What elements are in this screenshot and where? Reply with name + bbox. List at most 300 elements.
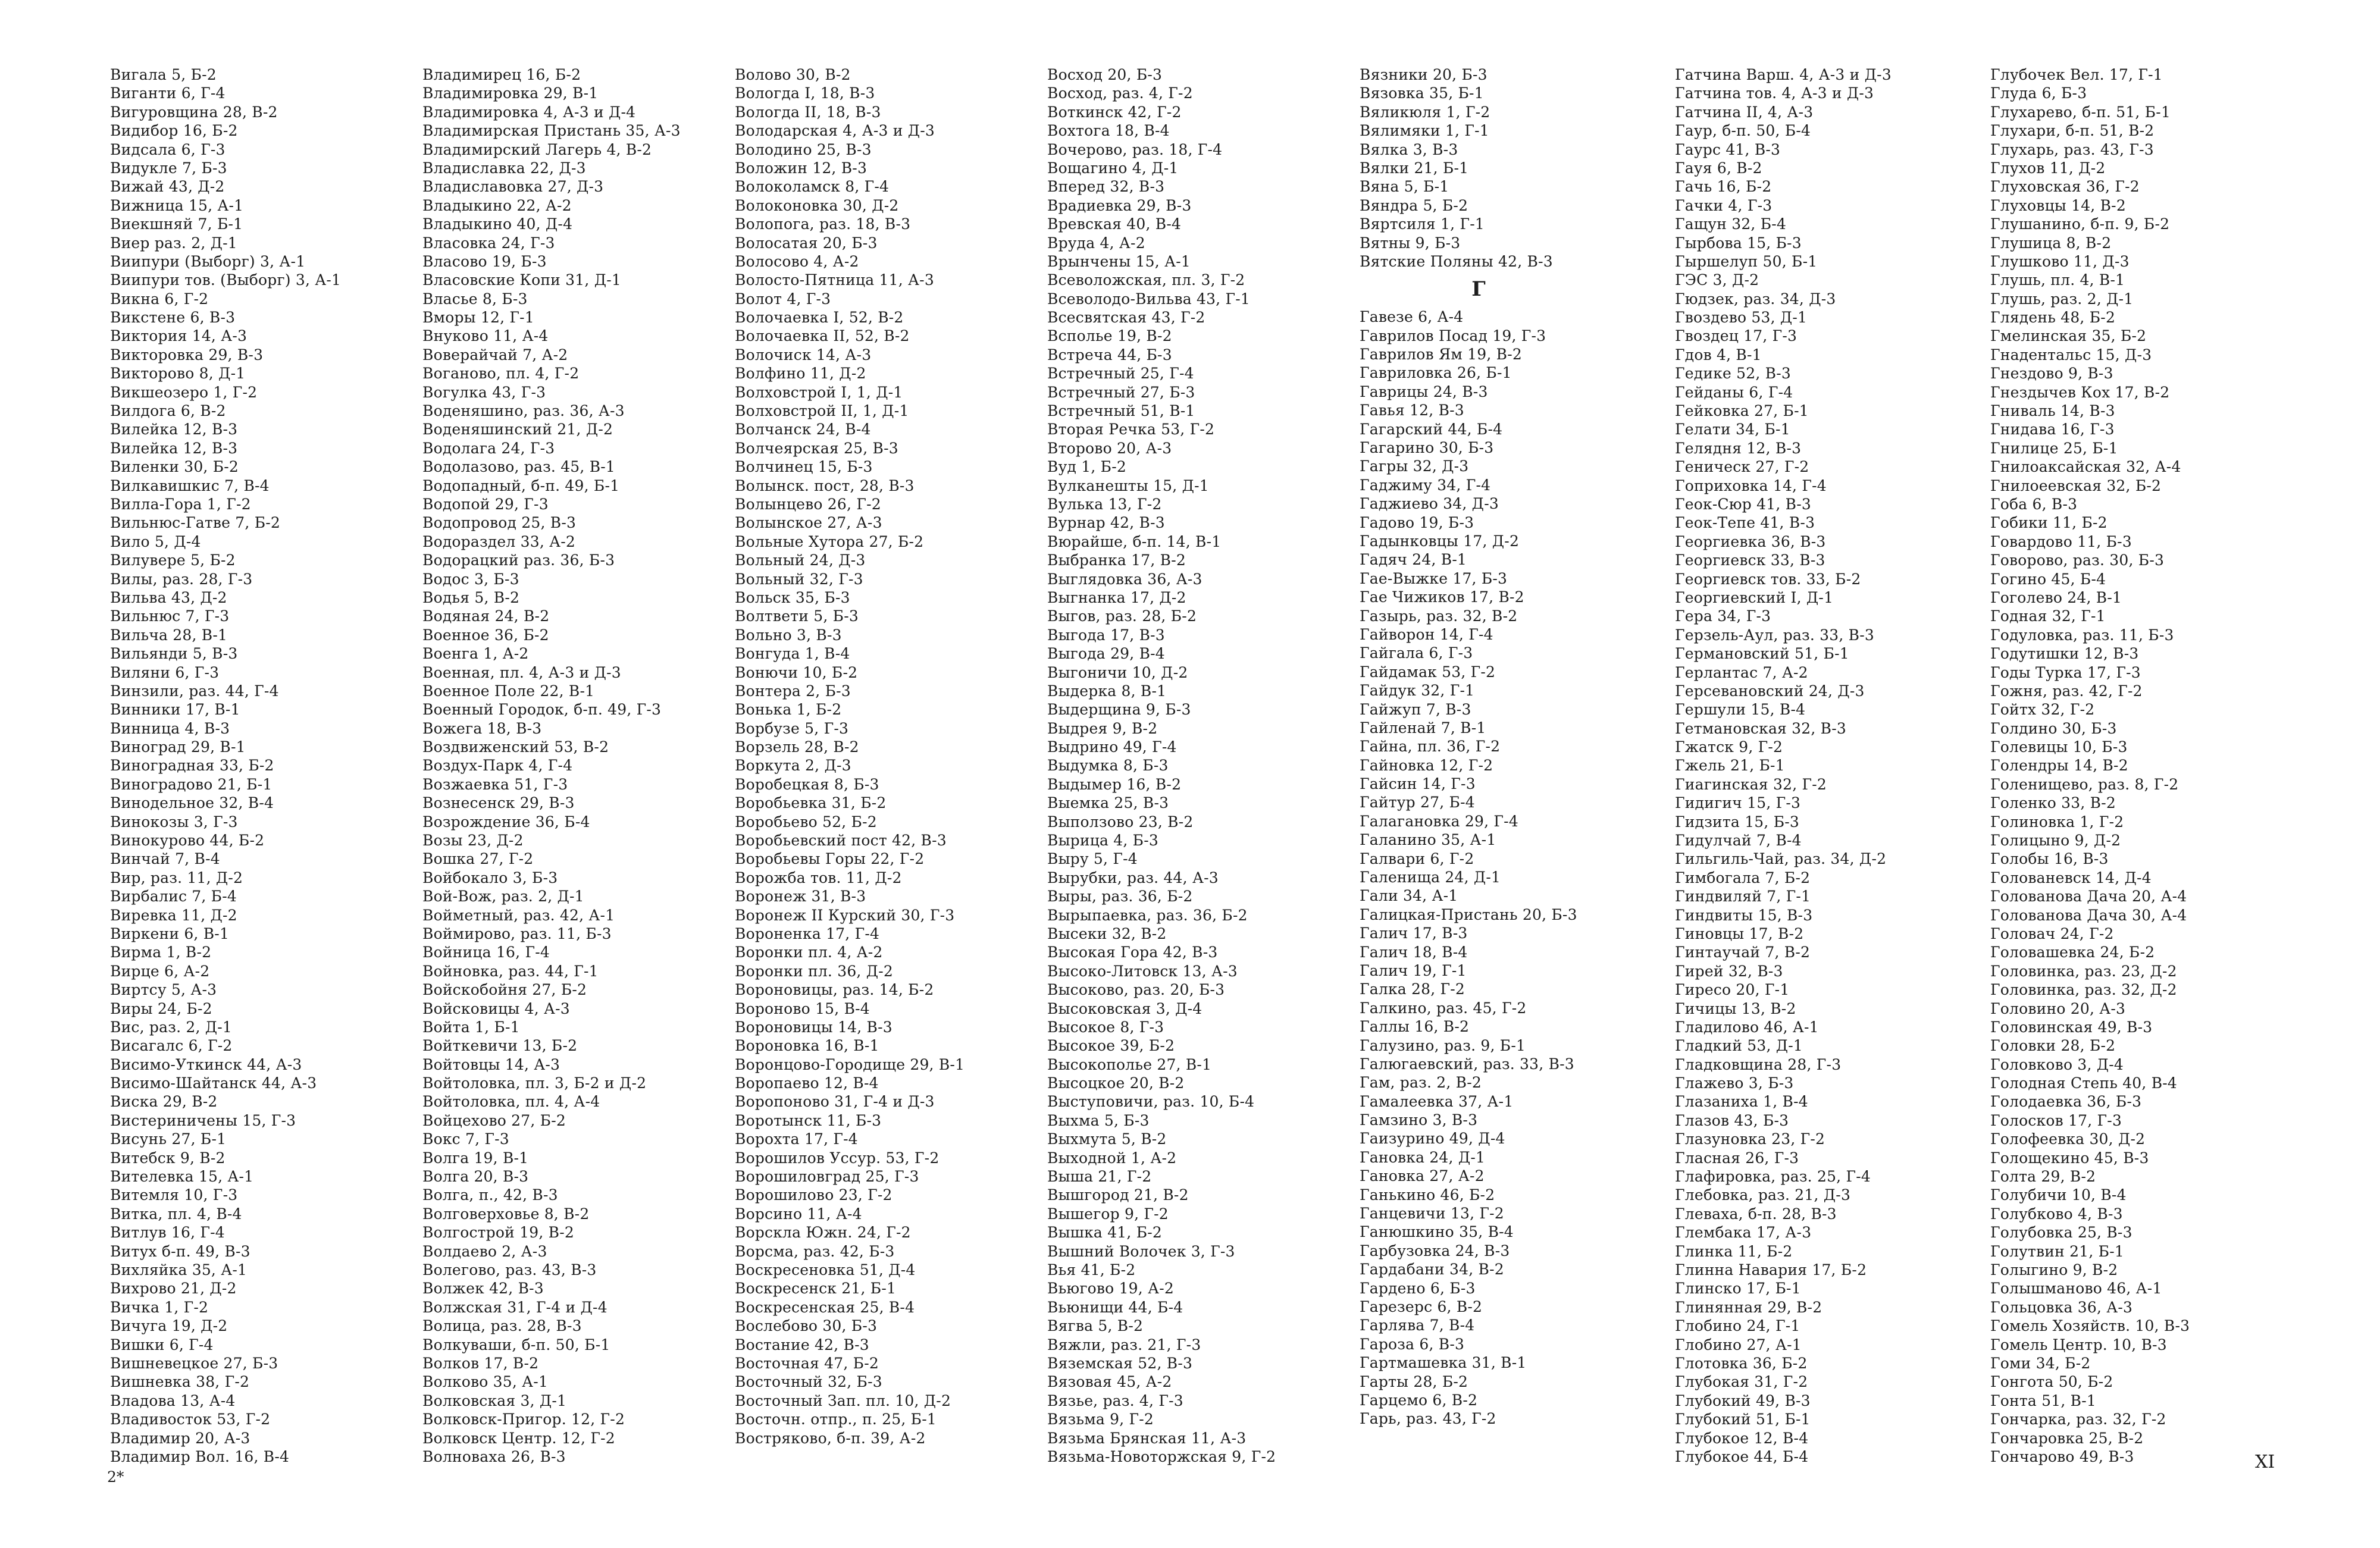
- index-entry: Геническ 27, Г-2: [1675, 458, 1809, 476]
- index-entry: Годы Турка 17, Г-3: [1990, 663, 2141, 681]
- index-entry: Глобино 27, А-1: [1675, 1336, 1802, 1353]
- index-entry: Встречный 27, Б-3: [1047, 383, 1195, 401]
- index-entry: Гаур, б-п. 50, Б-4: [1675, 122, 1811, 140]
- index-entry: Вырыпаевка, раз. 36, Б-2: [1047, 906, 1248, 924]
- index-entry: Вороненка 17, Г-4: [735, 925, 880, 942]
- index-entry: Воронеж II Курский 30, Г-3: [735, 906, 955, 924]
- index-entry: Вулканешты 15, Д-1: [1047, 477, 1209, 494]
- index-entry: Гаджиево 34, Д-3: [1360, 495, 1499, 513]
- index-entry: Гобики 11, Б-2: [1990, 514, 2107, 532]
- index-entry: Владиславовка 27, Д-3: [422, 178, 604, 196]
- index-entry: Гейковка 27, Б-1: [1675, 402, 1809, 420]
- index-entry: Гоба 6, В-3: [1990, 495, 2078, 513]
- index-entry: Вороновицы 14, В-3: [735, 1018, 892, 1036]
- index-entry: Вокс 7, Г-3: [422, 1130, 509, 1148]
- index-entry: Водос 3, Б-3: [422, 570, 519, 588]
- index-entry: Выдумка 8, Б-3: [1047, 757, 1169, 775]
- index-entry: Волынцево 26, Г-2: [735, 495, 881, 513]
- index-entry: Вяна 5, Б-1: [1360, 178, 1449, 196]
- index-entry: Гатчина тов. 4, А-3 и Д-3: [1675, 84, 1874, 102]
- index-entry: Голендры 14, В-2: [1990, 757, 2128, 775]
- index-entry: Глафировка, раз. 25, Г-4: [1675, 1168, 1871, 1186]
- index-entry: Галич 18, В-4: [1360, 943, 1468, 961]
- index-entry: Висимо-Шайтанск 44, А-3: [110, 1074, 317, 1092]
- index-entry: Висимо-Уткинск 44, А-3: [110, 1055, 302, 1073]
- index-entry: Вторая Речка 53, Г-2: [1047, 421, 1215, 438]
- index-entry: Вяжли, раз. 21, Г-3: [1047, 1336, 1201, 1353]
- index-entry: Гоголево 24, В-1: [1990, 588, 2122, 606]
- index-entry: Гичицы 13, В-2: [1675, 999, 1796, 1017]
- index-entry: Высокополье 27, В-1: [1047, 1055, 1212, 1073]
- index-entry: Голдино 30, Б-3: [1990, 719, 2117, 737]
- index-entry: Гидулчай 7, В-4: [1675, 832, 1802, 850]
- index-entry: Вильянди 5, В-3: [110, 645, 238, 663]
- index-entry: Виктория 14, А-3: [110, 327, 248, 345]
- index-entry: Вонька 1, Б-2: [735, 701, 842, 719]
- index-entry: Гаврицы 24, В-3: [1360, 383, 1488, 400]
- index-entry: Виляни 6, Г-3: [110, 663, 220, 681]
- index-entry: Вяртсиля 1, Г-1: [1360, 215, 1485, 233]
- index-entry: Володино 25, В-3: [735, 140, 872, 158]
- index-entry: Глушица 8, В-2: [1990, 234, 2112, 252]
- index-entry: Глубокий 51, Б-1: [1675, 1411, 1811, 1428]
- index-entry: Власово 19, Б-3: [422, 252, 547, 270]
- index-entry: Гайтур 27, Б-4: [1360, 794, 1475, 811]
- index-entry: Виноградная 33, Б-2: [110, 757, 274, 775]
- index-entry: Второво 20, А-3: [1047, 439, 1172, 457]
- index-entry: Глубочек Вел. 17, Г-1: [1990, 66, 2163, 83]
- index-entry: Гае Чижиков 17, В-2: [1360, 588, 1524, 606]
- index-entry: Всполье 19, В-2: [1047, 327, 1172, 345]
- index-entry: Виипури (Выборг) 3, А-1: [110, 252, 306, 270]
- index-entry: Вощагино 4, Д-1: [1047, 159, 1179, 177]
- index-entry: Ганюшкино 35, В-4: [1360, 1223, 1514, 1241]
- index-column-3: [735, 65, 1044, 1447]
- index-entry: Владимирский Лагерь 4, В-2: [422, 140, 652, 158]
- index-entry: Висагалс 6, Г-2: [110, 1037, 233, 1055]
- index-entry: Военное 36, Б-2: [422, 626, 549, 644]
- index-entry: Вья 41, Б-2: [1047, 1261, 1136, 1278]
- index-entry: Газырь, раз. 32, В-2: [1360, 607, 1518, 625]
- index-entry: Вонтера 2, Б-3: [735, 682, 851, 700]
- index-entry: Видукле 7, Б-3: [110, 159, 227, 177]
- index-entry: Георгиевск 33, В-3: [1675, 551, 1825, 569]
- index-entry: Гидигич 15, Г-3: [1675, 794, 1801, 812]
- index-entry: Гавриловка 26, Б-1: [1360, 364, 1512, 382]
- index-entry: Голта 29, В-2: [1990, 1168, 2096, 1186]
- index-entry: Гладковщина 28, Г-3: [1675, 1055, 1842, 1073]
- index-entry: Гладилово 46, А-1: [1675, 1018, 1819, 1036]
- index-entry: Волопога, раз. 18, В-3: [735, 215, 911, 233]
- index-entry: Вило 5, Д-4: [110, 532, 201, 550]
- index-entry: Волчанск 24, В-4: [735, 421, 871, 438]
- index-entry: Голубичи 10, В-4: [1990, 1186, 2127, 1204]
- index-entry: Вяндра 5, Б-2: [1360, 196, 1468, 214]
- index-entry: Головково 3, Д-4: [1990, 1055, 2124, 1073]
- index-entry: Воверайчай 7, А-2: [422, 346, 568, 364]
- index-entry: Гирей 32, В-3: [1675, 962, 1783, 980]
- index-entry: Воротынск 11, Б-3: [735, 1111, 882, 1129]
- index-entry: Гайленай 7, В-1: [1360, 719, 1486, 737]
- index-entry: Всесвятская 43, Г-2: [1047, 309, 1205, 327]
- index-entry: Гиновцы 17, В-2: [1675, 925, 1804, 942]
- index-entry: Головинка, раз. 32, Д-2: [1990, 981, 2177, 999]
- index-entry: Гачки 4, Г-3: [1675, 196, 1773, 214]
- index-entry: Военная, пл. 4, А-3 и Д-3: [422, 663, 621, 681]
- index-entry: Врынчены 15, А-1: [1047, 252, 1191, 270]
- index-entry: Гарцемо 6, В-2: [1360, 1391, 1478, 1409]
- index-entry: Гавезе 6, А-4: [1360, 308, 1464, 326]
- index-entry: Голосков 17, Г-3: [1990, 1111, 2122, 1129]
- index-entry: Гончаровка 25, В-2: [1990, 1429, 2144, 1447]
- index-entry: Голенищево, раз. 8, Г-2: [1990, 775, 2179, 793]
- index-entry: Гжатск 9, Г-2: [1675, 738, 1783, 756]
- index-entry: Выхмута 5, В-2: [1047, 1130, 1167, 1148]
- index-entry: Гароза 6, В-3: [1360, 1335, 1465, 1353]
- index-entry: Гарты 28, Б-2: [1360, 1372, 1468, 1390]
- index-entry: Вырубки, раз. 44, А-3: [1047, 869, 1219, 886]
- index-entry: Глеваха, б-п. 28, В-3: [1675, 1205, 1837, 1223]
- index-entry: Глазов 43, Б-3: [1675, 1111, 1789, 1129]
- index-entry: Гюдзек, раз. 34, Д-3: [1675, 290, 1836, 308]
- index-entry: Голованова Дача 20, А-4: [1990, 888, 2187, 905]
- index-entry: Гжель 21, Б-1: [1675, 757, 1785, 775]
- index-entry: Высоцкое 20, В-2: [1047, 1074, 1185, 1092]
- index-entry: Волгострой 19, В-2: [422, 1224, 574, 1242]
- index-entry: Водолага 24, Г-3: [422, 439, 555, 457]
- index-entry: Водораздел 33, А-2: [422, 532, 576, 550]
- index-entry: Глинка 11, Б-2: [1675, 1242, 1793, 1260]
- index-entry: Вихрово 21, Д-2: [110, 1280, 237, 1298]
- index-column-4: [1047, 65, 1357, 1466]
- index-entry: Восход 20, Б-3: [1047, 66, 1163, 83]
- index-entry: Гаджиму 34, Г-4: [1360, 476, 1491, 494]
- index-entry: Воронки пл. 4, А-2: [735, 944, 883, 961]
- index-entry: Выдымер 16, В-2: [1047, 775, 1182, 793]
- index-entry: Воропаево 12, В-4: [735, 1074, 879, 1092]
- index-entry: Гачь 16, Б-2: [1675, 178, 1772, 196]
- index-entry: Вялка 3, В-3: [1360, 140, 1458, 158]
- index-entry: Вязьма 9, Г-2: [1047, 1411, 1154, 1428]
- index-entry: Гимбогала 7, Б-2: [1675, 869, 1811, 886]
- index-entry: Высоковская 3, Д-4: [1047, 999, 1202, 1017]
- index-entry: Герзель-Аул, раз. 33, В-3: [1675, 626, 1875, 644]
- index-entry: Волочаевка II, 52, В-2: [735, 327, 910, 345]
- index-entry: Вонючи 10, Б-2: [735, 663, 858, 681]
- index-entry: Вогулка 43, Г-3: [422, 383, 546, 401]
- index-entry: Глухарево, б-п. 51, Б-1: [1990, 103, 2171, 121]
- index-entry: Всеволожская, пл. 3, Г-2: [1047, 271, 1245, 289]
- index-entry: Гинтаучай 7, В-2: [1675, 944, 1811, 961]
- index-entry: Галвари 6, Г-2: [1360, 850, 1474, 867]
- index-entry: Гардабани 34, В-2: [1360, 1261, 1504, 1278]
- index-entry: Гедике 52, В-3: [1675, 365, 1791, 383]
- index-entry: Викстене 6, В-3: [110, 309, 236, 327]
- index-entry: Ворскла Южн. 24, Г-2: [735, 1224, 911, 1242]
- index-entry: Водяная 24, В-2: [422, 607, 550, 625]
- index-entry: Вителевка 15, А-1: [110, 1168, 254, 1186]
- index-entry: Выгода 29, В-4: [1047, 645, 1165, 663]
- index-entry: Гогино 45, Б-4: [1990, 570, 2106, 588]
- index-entry: Войсковицы 4, А-3: [422, 999, 570, 1017]
- index-entry: Гарбузовка 24, В-3: [1360, 1242, 1510, 1259]
- index-entry: Вочерово, раз. 18, Г-4: [1047, 140, 1223, 158]
- index-entry: Гырбова 15, Б-3: [1675, 234, 1802, 252]
- index-entry: Глинско 17, Б-1: [1675, 1280, 1801, 1298]
- index-entry: Голутвин 21, Б-1: [1990, 1242, 2125, 1260]
- index-entry: Воздух-Парк 4, Г-4: [422, 757, 573, 775]
- index-entry: Гайгала 6, Г-3: [1360, 644, 1473, 662]
- index-entry: Галагановка 29, Г-4: [1360, 812, 1518, 830]
- index-entry: Волосово 4, А-2: [735, 252, 859, 270]
- index-entry: Гольцовка 36, А-3: [1990, 1298, 2133, 1316]
- index-entry: Гнидава 16, Г-3: [1990, 421, 2115, 438]
- index-entry: Вилейка 12, В-3: [110, 439, 238, 457]
- index-entry: Воробьевка 31, Б-2: [735, 794, 887, 812]
- index-entry: Воскресенская 25, В-4: [735, 1298, 915, 1316]
- index-entry: Гомель Хозяйств. 10, В-3: [1990, 1317, 2190, 1335]
- index-entry: Воробьевский пост 42, В-3: [735, 832, 947, 850]
- index-entry: Волков 17, В-2: [422, 1354, 539, 1372]
- index-entry: Ворошилово 23, Г-2: [735, 1186, 892, 1204]
- signature-mark: 2*: [107, 1468, 124, 1486]
- index-entry: Галкино, раз. 45, Г-2: [1360, 999, 1527, 1017]
- index-entry: Вилкавишкис 7, В-4: [110, 477, 270, 494]
- index-entry: Волховстрой I, 1, Д-1: [735, 383, 903, 401]
- index-entry: Вишки 6, Г-4: [110, 1336, 214, 1353]
- index-entry: Волговерховье 8, В-2: [422, 1205, 590, 1223]
- index-entry: Вичуга 19, Д-2: [110, 1317, 228, 1335]
- index-entry: Геок-Сюр 41, В-3: [1675, 495, 1811, 513]
- index-entry: Гадынковцы 17, Д-2: [1360, 532, 1520, 550]
- index-entry: Гауя 6, В-2: [1675, 159, 1762, 177]
- index-entry: Герлантас 7, А-2: [1675, 663, 1808, 681]
- index-entry: Войметный, раз. 42, А-1: [422, 906, 615, 924]
- index-entry: Выдрея 9, В-2: [1047, 719, 1158, 737]
- index-entry: Выходной 1, А-2: [1047, 1149, 1177, 1167]
- index-entry: Ворбузе 5, Г-3: [735, 719, 849, 737]
- index-entry: Вышний Волочек 3, Г-3: [1047, 1242, 1235, 1260]
- index-entry: Глубокое 12, В-4: [1675, 1429, 1809, 1447]
- index-entry: Владыкино 40, Д-4: [422, 215, 573, 233]
- index-entry: Витка, пл. 4, В-4: [110, 1205, 242, 1223]
- index-entry: Волица, раз. 28, В-3: [422, 1317, 582, 1335]
- index-entry: Волочиск 14, А-3: [735, 346, 872, 364]
- index-entry: Гершули 15, В-4: [1675, 701, 1806, 719]
- index-entry: Ворсма, раз. 42, Б-3: [735, 1242, 895, 1260]
- index-entry: Виноградово 21, Б-1: [110, 775, 273, 793]
- index-entry: Глембака 17, А-3: [1675, 1224, 1812, 1242]
- index-entry: Воробецкая 8, Б-3: [735, 775, 879, 793]
- index-entry: Геок-Тепе 41, В-3: [1675, 514, 1815, 532]
- index-entry: Головач 24, Г-2: [1990, 925, 2114, 942]
- index-entry: Головки 28, Б-2: [1990, 1037, 2116, 1055]
- index-entry: Вьюнищи 44, Б-4: [1047, 1298, 1183, 1316]
- index-entry: Водопровод 25, В-3: [422, 514, 577, 532]
- index-entry: Всеволодо-Вильва 43, Г-1: [1047, 290, 1250, 308]
- index-entry: Галлы 16, В-2: [1360, 1018, 1470, 1036]
- index-entry: Вижница 15, А-1: [110, 196, 244, 214]
- index-entry: Воскресеновка 51, Д-4: [735, 1261, 916, 1278]
- index-entry: Гайдамак 53, Г-2: [1360, 663, 1496, 681]
- index-column-1: [110, 65, 419, 1466]
- index-entry: Голофеевка 30, Д-2: [1990, 1130, 2146, 1148]
- index-entry: Гидзита 15, Б-3: [1675, 813, 1800, 831]
- index-entry: Вольные Хутора 27, Б-2: [735, 532, 924, 550]
- index-entry: Голодная Степь 40, В-4: [1990, 1074, 2178, 1092]
- index-entry: Высокая Гора 42, В-3: [1047, 944, 1218, 961]
- index-entry: Гера 34, Г-3: [1675, 607, 1771, 625]
- index-entry: Волынск. пост, 28, В-3: [735, 477, 915, 494]
- index-entry: Викна 6, Г-2: [110, 290, 209, 308]
- index-entry: Владимировка 29, В-1: [422, 84, 599, 102]
- index-entry: Винокурово 44, Б-2: [110, 832, 265, 850]
- index-entry: Витемля 10, Г-3: [110, 1186, 238, 1204]
- index-entry: Галюгаевский, раз. 33, В-3: [1360, 1055, 1574, 1073]
- index-entry: Высоко-Литовск 13, А-3: [1047, 962, 1238, 980]
- index-entry: Вулька 13, Г-2: [1047, 495, 1162, 513]
- index-entry: Виревка 11, Д-2: [110, 906, 237, 924]
- index-entry: Военное Поле 22, В-1: [422, 682, 595, 700]
- index-entry: Выемка 25, В-3: [1047, 794, 1169, 812]
- index-entry: Гае-Выжке 17, Б-3: [1360, 569, 1508, 587]
- index-entry: Волховстрой II, 1, Д-1: [735, 402, 909, 420]
- index-entry: Войница 16, Г-4: [422, 944, 550, 961]
- index-column-6: [1675, 65, 1984, 1466]
- index-entry: Гардено 6, Б-3: [1360, 1279, 1476, 1297]
- index-entry: Виртсу 5, А-3: [110, 981, 217, 999]
- index-entry: Волга 20, В-3: [422, 1168, 529, 1186]
- index-entry: Гиндвиты 15, В-3: [1675, 906, 1813, 924]
- index-entry: Волосатая 20, Б-3: [735, 234, 878, 252]
- index-entry: Глазуновка 23, Г-2: [1675, 1130, 1825, 1148]
- index-entry: Голыгино 9, В-2: [1990, 1261, 2118, 1278]
- index-entry: Витлув 16, Г-4: [110, 1224, 225, 1242]
- index-entry: Гащун 32, Б-4: [1675, 215, 1787, 233]
- index-entry: Воробьевы Горы 22, Г-2: [735, 850, 925, 868]
- index-entry: Винчай 7, В-4: [110, 850, 220, 868]
- index-column-2: [422, 65, 732, 1466]
- index-entry: Волово 30, В-2: [735, 66, 851, 83]
- index-entry: Гладкий 53, Д-1: [1675, 1037, 1803, 1055]
- index-entry: Галицкая-Пристань 20, Б-3: [1360, 905, 1577, 923]
- index-entry: Войтоловка, пл. 4, А-4: [422, 1093, 600, 1111]
- index-entry: Викторовка 29, В-3: [110, 346, 264, 364]
- index-entry: Гали 34, А-1: [1360, 887, 1458, 905]
- index-entry: Ганькино 46, Б-2: [1360, 1186, 1495, 1204]
- index-entry: Волчинец 15, Б-3: [735, 458, 873, 476]
- index-entry: Гелати 34, Б-1: [1675, 421, 1790, 438]
- index-entry: Вороново 15, В-4: [735, 999, 870, 1017]
- index-entry: Голышманово 46, А-1: [1990, 1280, 2162, 1298]
- index-entry: Вохтога 18, В-4: [1047, 122, 1170, 140]
- index-entry: Георгиевка 36, В-3: [1675, 532, 1826, 550]
- index-entry: Вырица 4, Б-3: [1047, 832, 1158, 850]
- index-entry: Вязье, раз. 4, Г-3: [1047, 1392, 1183, 1409]
- index-entry: Глуховцы 14, В-2: [1990, 196, 2126, 214]
- index-entry: Вишневка 38, Г-2: [110, 1373, 250, 1391]
- index-entry: Вуд 1, Б-2: [1047, 458, 1126, 476]
- index-entry: Гамзино 3, В-3: [1360, 1111, 1478, 1129]
- index-entry: Гайжуп 7, В-3: [1360, 700, 1471, 718]
- index-entry: Владивосток 53, Г-2: [110, 1411, 271, 1428]
- index-entry: Глухов 11, Д-2: [1990, 159, 2106, 177]
- index-entry: Встречный 51, В-1: [1047, 402, 1195, 420]
- index-entry: Вир, раз. 11, Д-2: [110, 869, 243, 886]
- index-entry: Вюрайше, б-п. 14, В-1: [1047, 532, 1222, 550]
- index-entry: Говардово 11, Б-3: [1990, 532, 2132, 550]
- index-entry: Голованова Дача 30, А-4: [1990, 906, 2187, 924]
- index-entry: Голицыно 9, Д-2: [1990, 832, 2121, 850]
- index-entry: Гановка 24, Д-1: [1360, 1148, 1486, 1166]
- index-entry: Вирма 1, В-2: [110, 944, 212, 961]
- index-entry: Власовские Копи 31, Д-1: [422, 271, 621, 289]
- index-entry: Гиндвиляй 7, Г-1: [1675, 888, 1811, 905]
- index-entry: Гавья 12, В-3: [1360, 402, 1464, 419]
- index-entry: Висунь 27, Б-1: [110, 1130, 227, 1148]
- index-entry: Вышка 41, Б-2: [1047, 1224, 1163, 1242]
- index-entry: Вилувере 5, Б-2: [110, 551, 236, 569]
- index-entry: Витебск 9, В-2: [110, 1149, 226, 1167]
- index-entry: Гайновка 12, Г-2: [1360, 756, 1493, 774]
- index-entry: Вялимяки 1, Г-1: [1360, 122, 1489, 140]
- index-entry: Выдерщина 9, Б-3: [1047, 701, 1191, 719]
- index-entry: Войскобойня 27, Б-2: [422, 981, 587, 999]
- index-entry: Вморы 12, Г-1: [422, 309, 534, 327]
- index-entry: Вишневецкое 27, Б-3: [110, 1354, 278, 1372]
- index-entry: Волковск-Пригор. 12, Г-2: [422, 1411, 625, 1428]
- index-entry: Гагры 32, Д-3: [1360, 457, 1469, 475]
- index-entry: Ганцевичи 13, Г-2: [1360, 1205, 1504, 1223]
- index-entry: Гаврилов Ям 19, В-2: [1360, 346, 1522, 364]
- index-entry: Гойтх 32, Г-2: [1990, 701, 2095, 719]
- index-entry: Ворзель 28, В-2: [735, 738, 859, 756]
- index-entry: Годутишки 12, В-3: [1990, 645, 2139, 663]
- index-entry: Георгиевский I, Д-1: [1675, 588, 1834, 606]
- index-entry: Глушь, раз. 2, Д-1: [1990, 290, 2134, 308]
- index-entry: Волга 19, В-1: [422, 1149, 529, 1167]
- index-entry: Высоково, раз. 20, Б-3: [1047, 981, 1225, 999]
- index-entry: Волосто-Пятница 11, А-3: [735, 271, 934, 289]
- index-entry: Вильнюс 7, Г-3: [110, 607, 230, 625]
- index-entry: Гейданы 6, Г-4: [1675, 383, 1793, 401]
- index-entry: Врадиевка 29, В-3: [1047, 196, 1192, 214]
- index-entry: Глинянная 29, В-2: [1675, 1298, 1822, 1316]
- index-entry: Восточный Зап. пл. 10, Д-2: [735, 1392, 951, 1409]
- index-entry: Гадяч 24, В-1: [1360, 551, 1467, 569]
- index-entry: Владова 13, А-4: [110, 1392, 236, 1409]
- index-entry: Глушково 11, Д-3: [1990, 252, 2130, 270]
- index-entry: Вперед 32, В-3: [1047, 178, 1165, 196]
- index-entry: Владиславка 22, Д-3: [422, 159, 586, 177]
- index-entry: Гвоздево 53, Д-1: [1675, 309, 1808, 327]
- index-entry: Владимир 20, А-3: [110, 1429, 250, 1447]
- index-entry: Волноваха 26, В-3: [422, 1447, 566, 1465]
- index-entry: Голобы 16, В-3: [1990, 850, 2109, 868]
- index-entry: Власовка 24, Г-3: [422, 234, 555, 252]
- index-entry: Возы 23, Д-2: [422, 832, 524, 850]
- index-entry: Воткинск 42, Г-2: [1047, 103, 1182, 121]
- index-entry: Волга, п., 42, В-3: [422, 1186, 558, 1204]
- index-entry: Вожега 18, В-3: [422, 719, 542, 737]
- index-entry: Вигуровщина 28, В-2: [110, 103, 278, 121]
- index-entry: Глухарь, раз. 43, Г-3: [1990, 140, 2154, 158]
- index-entry: Виркени 6, В-1: [110, 925, 230, 942]
- index-entry: Голубовка 25, В-3: [1990, 1224, 2132, 1242]
- index-entry: Вирце 6, А-2: [110, 962, 210, 980]
- index-entry: Воронеж 31, В-3: [735, 888, 866, 905]
- index-entry: Винница 4, В-3: [110, 719, 230, 737]
